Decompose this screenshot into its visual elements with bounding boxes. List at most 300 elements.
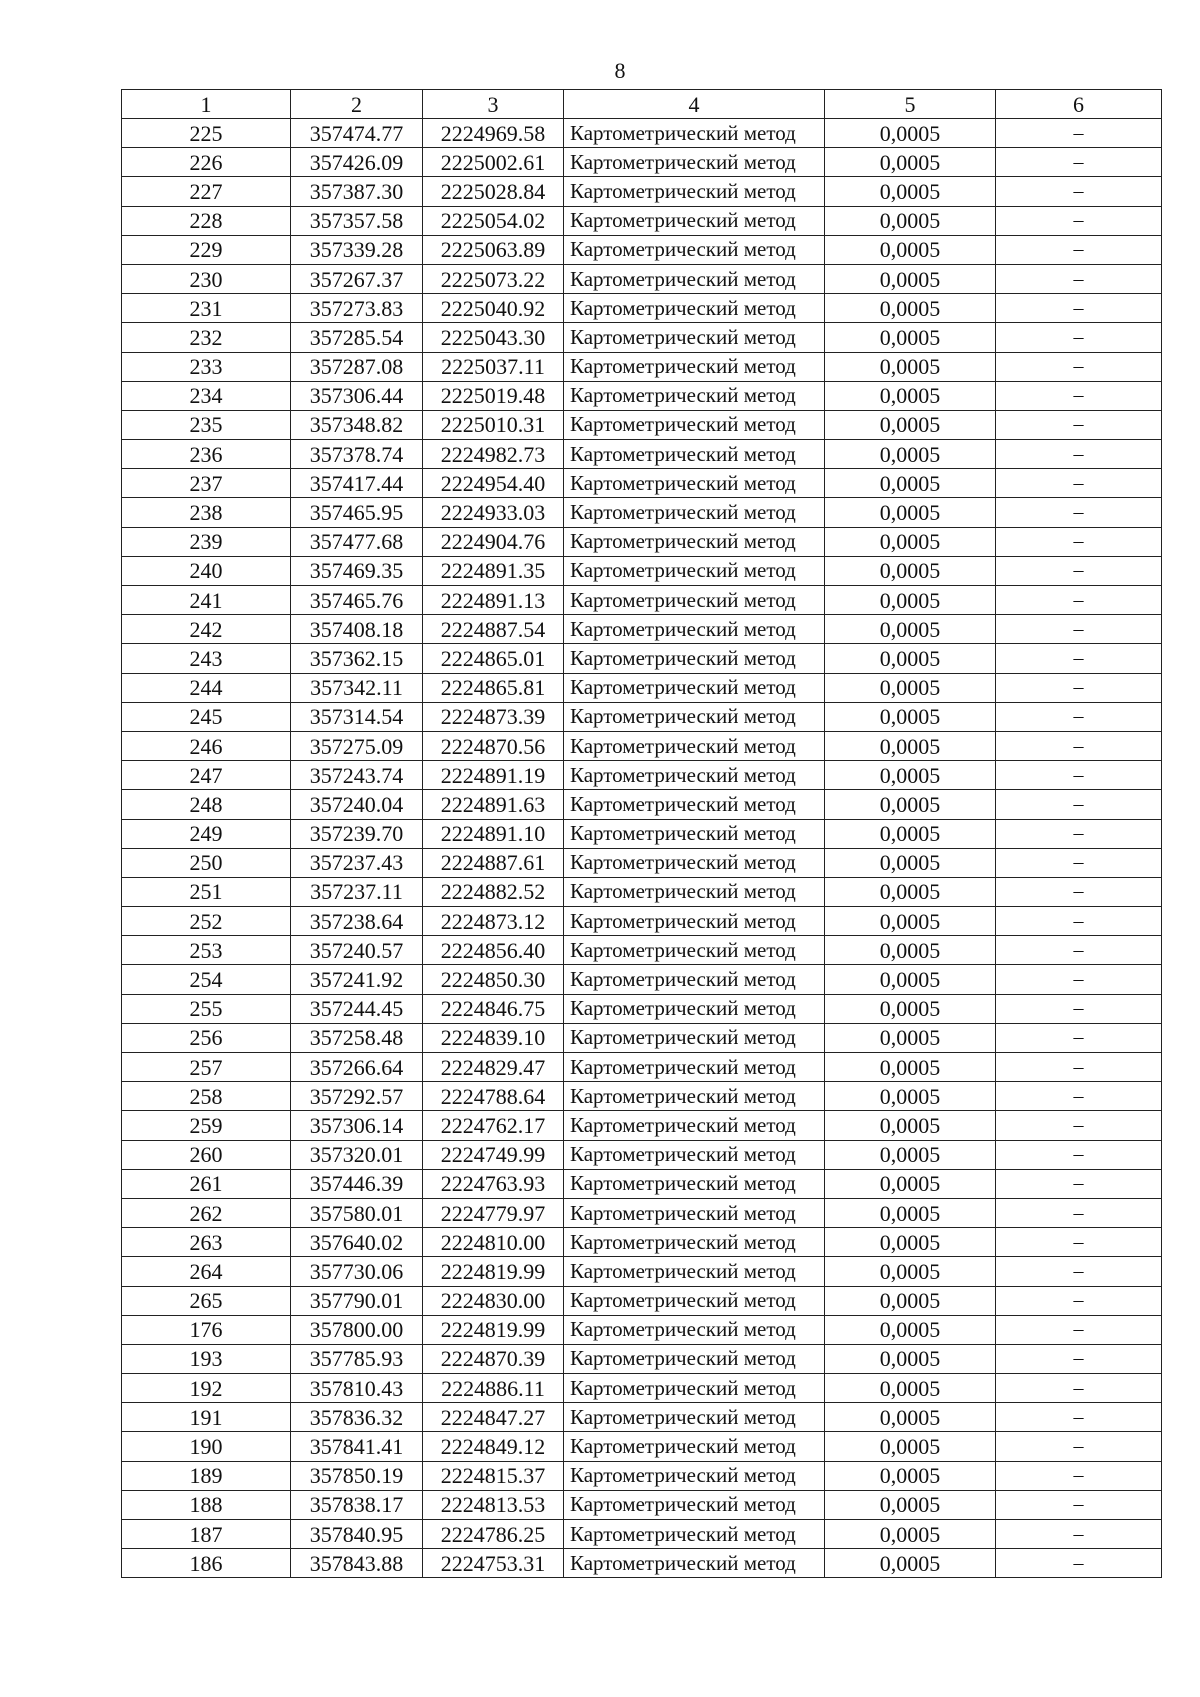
x-coordinate-cell: 357426.09 xyxy=(291,148,423,177)
x-coordinate-cell: 357342.11 xyxy=(291,673,423,702)
y-coordinate-cell: 2225028.84 xyxy=(423,177,564,206)
method-cell: Картометрический метод xyxy=(564,1286,825,1315)
y-coordinate-cell: 2224891.35 xyxy=(423,556,564,585)
table-row xyxy=(122,1490,1162,1519)
point-number-cell: 230 xyxy=(122,264,291,293)
point-number-cell: 245 xyxy=(122,702,291,731)
column-header: 4 xyxy=(564,90,825,119)
column-header: 5 xyxy=(825,90,996,119)
method-cell: Картометрический метод xyxy=(564,644,825,673)
y-coordinate-cell: 2224886.11 xyxy=(423,1374,564,1403)
accuracy-cell: 0,0005 xyxy=(825,1549,996,1578)
y-coordinate-cell: 2224933.03 xyxy=(423,498,564,527)
table-body xyxy=(122,90,1162,1578)
y-coordinate-cell: 2224762.17 xyxy=(423,1111,564,1140)
table-row xyxy=(122,877,1162,906)
y-coordinate-cell: 2224891.19 xyxy=(423,761,564,790)
accuracy-cell: 0,0005 xyxy=(825,790,996,819)
note-cell: – xyxy=(996,702,1162,731)
accuracy-cell: 0,0005 xyxy=(825,1169,996,1198)
accuracy-cell: 0,0005 xyxy=(825,673,996,702)
x-coordinate-cell: 357244.45 xyxy=(291,994,423,1023)
note-cell: – xyxy=(996,294,1162,323)
note-cell: – xyxy=(996,1344,1162,1373)
accuracy-cell: 0,0005 xyxy=(825,1257,996,1286)
table-row xyxy=(122,731,1162,760)
accuracy-cell: 0,0005 xyxy=(825,206,996,235)
note-cell: – xyxy=(996,323,1162,352)
y-coordinate-cell: 2224954.40 xyxy=(423,469,564,498)
note-cell: – xyxy=(996,1315,1162,1344)
y-coordinate-cell: 2224847.27 xyxy=(423,1403,564,1432)
method-cell: Картометрический метод xyxy=(564,1315,825,1344)
method-cell: Картометрический метод xyxy=(564,440,825,469)
method-cell: Картометрический метод xyxy=(564,469,825,498)
accuracy-cell: 0,0005 xyxy=(825,235,996,264)
accuracy-cell: 0,0005 xyxy=(825,1432,996,1461)
note-cell: – xyxy=(996,1549,1162,1578)
y-coordinate-cell: 2224786.25 xyxy=(423,1520,564,1549)
accuracy-cell: 0,0005 xyxy=(825,1315,996,1344)
table-row xyxy=(122,1228,1162,1257)
table-row xyxy=(122,673,1162,702)
method-cell: Картометрический метод xyxy=(564,410,825,439)
note-cell: – xyxy=(996,1228,1162,1257)
x-coordinate-cell: 357580.01 xyxy=(291,1198,423,1227)
point-number-cell: 193 xyxy=(122,1344,291,1373)
point-number-cell: 247 xyxy=(122,761,291,790)
accuracy-cell: 0,0005 xyxy=(825,410,996,439)
table-row xyxy=(122,1053,1162,1082)
method-cell: Картометрический метод xyxy=(564,1082,825,1111)
method-cell: Картометрический метод xyxy=(564,1053,825,1082)
method-cell: Картометрический метод xyxy=(564,1257,825,1286)
y-coordinate-cell: 2224849.12 xyxy=(423,1432,564,1461)
x-coordinate-cell: 357785.93 xyxy=(291,1344,423,1373)
table-row xyxy=(122,1520,1162,1549)
note-cell: – xyxy=(996,586,1162,615)
y-coordinate-cell: 2224846.75 xyxy=(423,994,564,1023)
table-row xyxy=(122,907,1162,936)
note-cell: – xyxy=(996,731,1162,760)
note-cell: – xyxy=(996,761,1162,790)
point-number-cell: 225 xyxy=(122,119,291,148)
method-cell: Картометрический метод xyxy=(564,1549,825,1578)
table-row xyxy=(122,410,1162,439)
y-coordinate-cell: 2225043.30 xyxy=(423,323,564,352)
note-cell: – xyxy=(996,469,1162,498)
method-cell: Картометрический метод xyxy=(564,206,825,235)
table-row xyxy=(122,965,1162,994)
table-row xyxy=(122,148,1162,177)
method-cell: Картометрический метод xyxy=(564,498,825,527)
x-coordinate-cell: 357836.32 xyxy=(291,1403,423,1432)
table-row xyxy=(122,352,1162,381)
y-coordinate-cell: 2224819.99 xyxy=(423,1315,564,1344)
x-coordinate-cell: 357850.19 xyxy=(291,1461,423,1490)
table-row xyxy=(122,702,1162,731)
point-number-cell: 239 xyxy=(122,527,291,556)
method-cell: Картометрический метод xyxy=(564,994,825,1023)
note-cell: – xyxy=(996,877,1162,906)
x-coordinate-cell: 357357.58 xyxy=(291,206,423,235)
note-cell: – xyxy=(996,1198,1162,1227)
method-cell: Картометрический метод xyxy=(564,177,825,206)
note-cell: – xyxy=(996,936,1162,965)
accuracy-cell: 0,0005 xyxy=(825,907,996,936)
method-cell: Картометрический метод xyxy=(564,1432,825,1461)
x-coordinate-cell: 357730.06 xyxy=(291,1257,423,1286)
y-coordinate-cell: 2224887.54 xyxy=(423,615,564,644)
y-coordinate-cell: 2224891.10 xyxy=(423,819,564,848)
table-row xyxy=(122,1082,1162,1111)
x-coordinate-cell: 357320.01 xyxy=(291,1140,423,1169)
method-cell: Картометрический метод xyxy=(564,965,825,994)
note-cell: – xyxy=(996,994,1162,1023)
table-row xyxy=(122,1315,1162,1344)
table-row xyxy=(122,936,1162,965)
table-row xyxy=(122,323,1162,352)
point-number-cell: 236 xyxy=(122,440,291,469)
x-coordinate-cell: 357273.83 xyxy=(291,294,423,323)
y-coordinate-cell: 2224813.53 xyxy=(423,1490,564,1519)
table-row xyxy=(122,556,1162,585)
point-number-cell: 233 xyxy=(122,352,291,381)
accuracy-cell: 0,0005 xyxy=(825,1140,996,1169)
x-coordinate-cell: 357640.02 xyxy=(291,1228,423,1257)
method-cell: Картометрический метод xyxy=(564,761,825,790)
note-cell: – xyxy=(996,673,1162,702)
point-number-cell: 264 xyxy=(122,1257,291,1286)
x-coordinate-cell: 357306.14 xyxy=(291,1111,423,1140)
method-cell: Картометрический метод xyxy=(564,790,825,819)
accuracy-cell: 0,0005 xyxy=(825,761,996,790)
x-coordinate-cell: 357237.11 xyxy=(291,877,423,906)
y-coordinate-cell: 2224815.37 xyxy=(423,1461,564,1490)
method-cell: Картометрический метод xyxy=(564,1111,825,1140)
x-coordinate-cell: 357240.57 xyxy=(291,936,423,965)
accuracy-cell: 0,0005 xyxy=(825,615,996,644)
method-cell: Картометрический метод xyxy=(564,556,825,585)
table-row xyxy=(122,1461,1162,1490)
note-cell: – xyxy=(996,965,1162,994)
point-number-cell: 231 xyxy=(122,294,291,323)
note-cell: – xyxy=(996,206,1162,235)
x-coordinate-cell: 357843.88 xyxy=(291,1549,423,1578)
accuracy-cell: 0,0005 xyxy=(825,994,996,1023)
table-row xyxy=(122,1257,1162,1286)
note-cell: – xyxy=(996,1082,1162,1111)
note-cell: – xyxy=(996,264,1162,293)
table-row xyxy=(122,644,1162,673)
accuracy-cell: 0,0005 xyxy=(825,965,996,994)
y-coordinate-cell: 2225040.92 xyxy=(423,294,564,323)
table-row xyxy=(122,1344,1162,1373)
x-coordinate-cell: 357841.41 xyxy=(291,1432,423,1461)
point-number-cell: 192 xyxy=(122,1374,291,1403)
table-row xyxy=(122,498,1162,527)
note-cell: – xyxy=(996,1053,1162,1082)
point-number-cell: 265 xyxy=(122,1286,291,1315)
column-header: 3 xyxy=(423,90,564,119)
point-number-cell: 250 xyxy=(122,848,291,877)
x-coordinate-cell: 357790.01 xyxy=(291,1286,423,1315)
method-cell: Картометрический метод xyxy=(564,1169,825,1198)
note-cell: – xyxy=(996,848,1162,877)
point-number-cell: 237 xyxy=(122,469,291,498)
note-cell: – xyxy=(996,1461,1162,1490)
x-coordinate-cell: 357258.48 xyxy=(291,1023,423,1052)
y-coordinate-cell: 2224969.58 xyxy=(423,119,564,148)
y-coordinate-cell: 2225002.61 xyxy=(423,148,564,177)
x-coordinate-cell: 357387.30 xyxy=(291,177,423,206)
column-header: 2 xyxy=(291,90,423,119)
note-cell: – xyxy=(996,1490,1162,1519)
x-coordinate-cell: 357240.04 xyxy=(291,790,423,819)
accuracy-cell: 0,0005 xyxy=(825,148,996,177)
method-cell: Картометрический метод xyxy=(564,615,825,644)
table-row xyxy=(122,206,1162,235)
x-coordinate-cell: 357306.44 xyxy=(291,381,423,410)
point-number-cell: 232 xyxy=(122,323,291,352)
accuracy-cell: 0,0005 xyxy=(825,1023,996,1052)
point-number-cell: 263 xyxy=(122,1228,291,1257)
accuracy-cell: 0,0005 xyxy=(825,848,996,877)
accuracy-cell: 0,0005 xyxy=(825,702,996,731)
y-coordinate-cell: 2224779.97 xyxy=(423,1198,564,1227)
table-row xyxy=(122,440,1162,469)
point-number-cell: 187 xyxy=(122,1520,291,1549)
x-coordinate-cell: 357408.18 xyxy=(291,615,423,644)
accuracy-cell: 0,0005 xyxy=(825,1403,996,1432)
x-coordinate-cell: 357362.15 xyxy=(291,644,423,673)
coordinates-table xyxy=(121,89,1162,1578)
x-coordinate-cell: 357287.08 xyxy=(291,352,423,381)
point-number-cell: 259 xyxy=(122,1111,291,1140)
note-cell: – xyxy=(996,1257,1162,1286)
table-row xyxy=(122,469,1162,498)
note-cell: – xyxy=(996,1140,1162,1169)
y-coordinate-cell: 2225010.31 xyxy=(423,410,564,439)
note-cell: – xyxy=(996,1432,1162,1461)
note-cell: – xyxy=(996,1169,1162,1198)
point-number-cell: 235 xyxy=(122,410,291,439)
accuracy-cell: 0,0005 xyxy=(825,556,996,585)
accuracy-cell: 0,0005 xyxy=(825,1461,996,1490)
table-row xyxy=(122,294,1162,323)
accuracy-cell: 0,0005 xyxy=(825,1344,996,1373)
note-cell: – xyxy=(996,1023,1162,1052)
accuracy-cell: 0,0005 xyxy=(825,352,996,381)
x-coordinate-cell: 357417.44 xyxy=(291,469,423,498)
x-coordinate-cell: 357237.43 xyxy=(291,848,423,877)
point-number-cell: 191 xyxy=(122,1403,291,1432)
table-row xyxy=(122,790,1162,819)
x-coordinate-cell: 357292.57 xyxy=(291,1082,423,1111)
x-coordinate-cell: 357465.76 xyxy=(291,586,423,615)
method-cell: Картометрический метод xyxy=(564,673,825,702)
x-coordinate-cell: 357469.35 xyxy=(291,556,423,585)
point-number-cell: 248 xyxy=(122,790,291,819)
y-coordinate-cell: 2225063.89 xyxy=(423,235,564,264)
x-coordinate-cell: 357840.95 xyxy=(291,1520,423,1549)
point-number-cell: 241 xyxy=(122,586,291,615)
method-cell: Картометрический метод xyxy=(564,1374,825,1403)
note-cell: – xyxy=(996,119,1162,148)
note-cell: – xyxy=(996,819,1162,848)
y-coordinate-cell: 2225019.48 xyxy=(423,381,564,410)
method-cell: Картометрический метод xyxy=(564,819,825,848)
table-row xyxy=(122,381,1162,410)
point-number-cell: 255 xyxy=(122,994,291,1023)
method-cell: Картометрический метод xyxy=(564,1344,825,1373)
method-cell: Картометрический метод xyxy=(564,702,825,731)
note-cell: – xyxy=(996,352,1162,381)
method-cell: Картометрический метод xyxy=(564,323,825,352)
accuracy-cell: 0,0005 xyxy=(825,1228,996,1257)
table-row xyxy=(122,1374,1162,1403)
point-number-cell: 253 xyxy=(122,936,291,965)
table-row xyxy=(122,819,1162,848)
note-cell: – xyxy=(996,644,1162,673)
y-coordinate-cell: 2224904.76 xyxy=(423,527,564,556)
x-coordinate-cell: 357275.09 xyxy=(291,731,423,760)
x-coordinate-cell: 357810.43 xyxy=(291,1374,423,1403)
x-coordinate-cell: 357241.92 xyxy=(291,965,423,994)
point-number-cell: 254 xyxy=(122,965,291,994)
y-coordinate-cell: 2224891.13 xyxy=(423,586,564,615)
point-number-cell: 243 xyxy=(122,644,291,673)
page-number: 8 xyxy=(614,58,626,83)
point-number-cell: 262 xyxy=(122,1198,291,1227)
accuracy-cell: 0,0005 xyxy=(825,1082,996,1111)
note-cell: – xyxy=(996,790,1162,819)
note-cell: – xyxy=(996,1520,1162,1549)
x-coordinate-cell: 357314.54 xyxy=(291,702,423,731)
y-coordinate-cell: 2224870.39 xyxy=(423,1344,564,1373)
note-cell: – xyxy=(996,1374,1162,1403)
accuracy-cell: 0,0005 xyxy=(825,527,996,556)
accuracy-cell: 0,0005 xyxy=(825,1286,996,1315)
y-coordinate-cell: 2224839.10 xyxy=(423,1023,564,1052)
method-cell: Картометрический метод xyxy=(564,936,825,965)
table-row xyxy=(122,848,1162,877)
table-row xyxy=(122,1198,1162,1227)
x-coordinate-cell: 357474.77 xyxy=(291,119,423,148)
accuracy-cell: 0,0005 xyxy=(825,119,996,148)
method-cell: Картометрический метод xyxy=(564,264,825,293)
accuracy-cell: 0,0005 xyxy=(825,1111,996,1140)
y-coordinate-cell: 2224856.40 xyxy=(423,936,564,965)
table-row xyxy=(122,586,1162,615)
y-coordinate-cell: 2224763.93 xyxy=(423,1169,564,1198)
accuracy-cell: 0,0005 xyxy=(825,323,996,352)
point-number-cell: 256 xyxy=(122,1023,291,1052)
point-number-cell: 251 xyxy=(122,877,291,906)
point-number-cell: 190 xyxy=(122,1432,291,1461)
method-cell: Картометрический метод xyxy=(564,381,825,410)
y-coordinate-cell: 2224865.01 xyxy=(423,644,564,673)
x-coordinate-cell: 357465.95 xyxy=(291,498,423,527)
table-row xyxy=(122,1023,1162,1052)
note-cell: – xyxy=(996,907,1162,936)
point-number-cell: 249 xyxy=(122,819,291,848)
y-coordinate-cell: 2224810.00 xyxy=(423,1228,564,1257)
table-row xyxy=(122,994,1162,1023)
note-cell: – xyxy=(996,1286,1162,1315)
point-number-cell: 246 xyxy=(122,731,291,760)
method-cell: Картометрический метод xyxy=(564,1140,825,1169)
method-cell: Картометрический метод xyxy=(564,1461,825,1490)
point-number-cell: 186 xyxy=(122,1549,291,1578)
point-number-cell: 240 xyxy=(122,556,291,585)
y-coordinate-cell: 2224850.30 xyxy=(423,965,564,994)
accuracy-cell: 0,0005 xyxy=(825,644,996,673)
note-cell: – xyxy=(996,556,1162,585)
accuracy-cell: 0,0005 xyxy=(825,177,996,206)
method-cell: Картометрический метод xyxy=(564,1490,825,1519)
accuracy-cell: 0,0005 xyxy=(825,1374,996,1403)
point-number-cell: 252 xyxy=(122,907,291,936)
table-header-row xyxy=(122,90,1162,119)
x-coordinate-cell: 357838.17 xyxy=(291,1490,423,1519)
point-number-cell: 260 xyxy=(122,1140,291,1169)
note-cell: – xyxy=(996,410,1162,439)
method-cell: Картометрический метод xyxy=(564,527,825,556)
note-cell: – xyxy=(996,1111,1162,1140)
accuracy-cell: 0,0005 xyxy=(825,1053,996,1082)
accuracy-cell: 0,0005 xyxy=(825,381,996,410)
y-coordinate-cell: 2224829.47 xyxy=(423,1053,564,1082)
accuracy-cell: 0,0005 xyxy=(825,469,996,498)
point-number-cell: 228 xyxy=(122,206,291,235)
accuracy-cell: 0,0005 xyxy=(825,731,996,760)
table-row xyxy=(122,1432,1162,1461)
column-header: 1 xyxy=(122,90,291,119)
point-number-cell: 227 xyxy=(122,177,291,206)
y-coordinate-cell: 2224749.99 xyxy=(423,1140,564,1169)
table-row xyxy=(122,177,1162,206)
point-number-cell: 261 xyxy=(122,1169,291,1198)
method-cell: Картометрический метод xyxy=(564,1198,825,1227)
accuracy-cell: 0,0005 xyxy=(825,877,996,906)
note-cell: – xyxy=(996,498,1162,527)
accuracy-cell: 0,0005 xyxy=(825,1198,996,1227)
point-number-cell: 244 xyxy=(122,673,291,702)
accuracy-cell: 0,0005 xyxy=(825,819,996,848)
note-cell: – xyxy=(996,381,1162,410)
y-coordinate-cell: 2225037.11 xyxy=(423,352,564,381)
point-number-cell: 188 xyxy=(122,1490,291,1519)
y-coordinate-cell: 2225073.22 xyxy=(423,264,564,293)
note-cell: – xyxy=(996,440,1162,469)
x-coordinate-cell: 357477.68 xyxy=(291,527,423,556)
point-number-cell: 258 xyxy=(122,1082,291,1111)
method-cell: Картометрический метод xyxy=(564,731,825,760)
accuracy-cell: 0,0005 xyxy=(825,936,996,965)
table-row xyxy=(122,1286,1162,1315)
table-row xyxy=(122,1403,1162,1432)
y-coordinate-cell: 2224982.73 xyxy=(423,440,564,469)
y-coordinate-cell: 2225054.02 xyxy=(423,206,564,235)
note-cell: – xyxy=(996,527,1162,556)
method-cell: Картометрический метод xyxy=(564,235,825,264)
table-row xyxy=(122,1140,1162,1169)
y-coordinate-cell: 2224887.61 xyxy=(423,848,564,877)
method-cell: Картометрический метод xyxy=(564,294,825,323)
point-number-cell: 189 xyxy=(122,1461,291,1490)
point-number-cell: 234 xyxy=(122,381,291,410)
